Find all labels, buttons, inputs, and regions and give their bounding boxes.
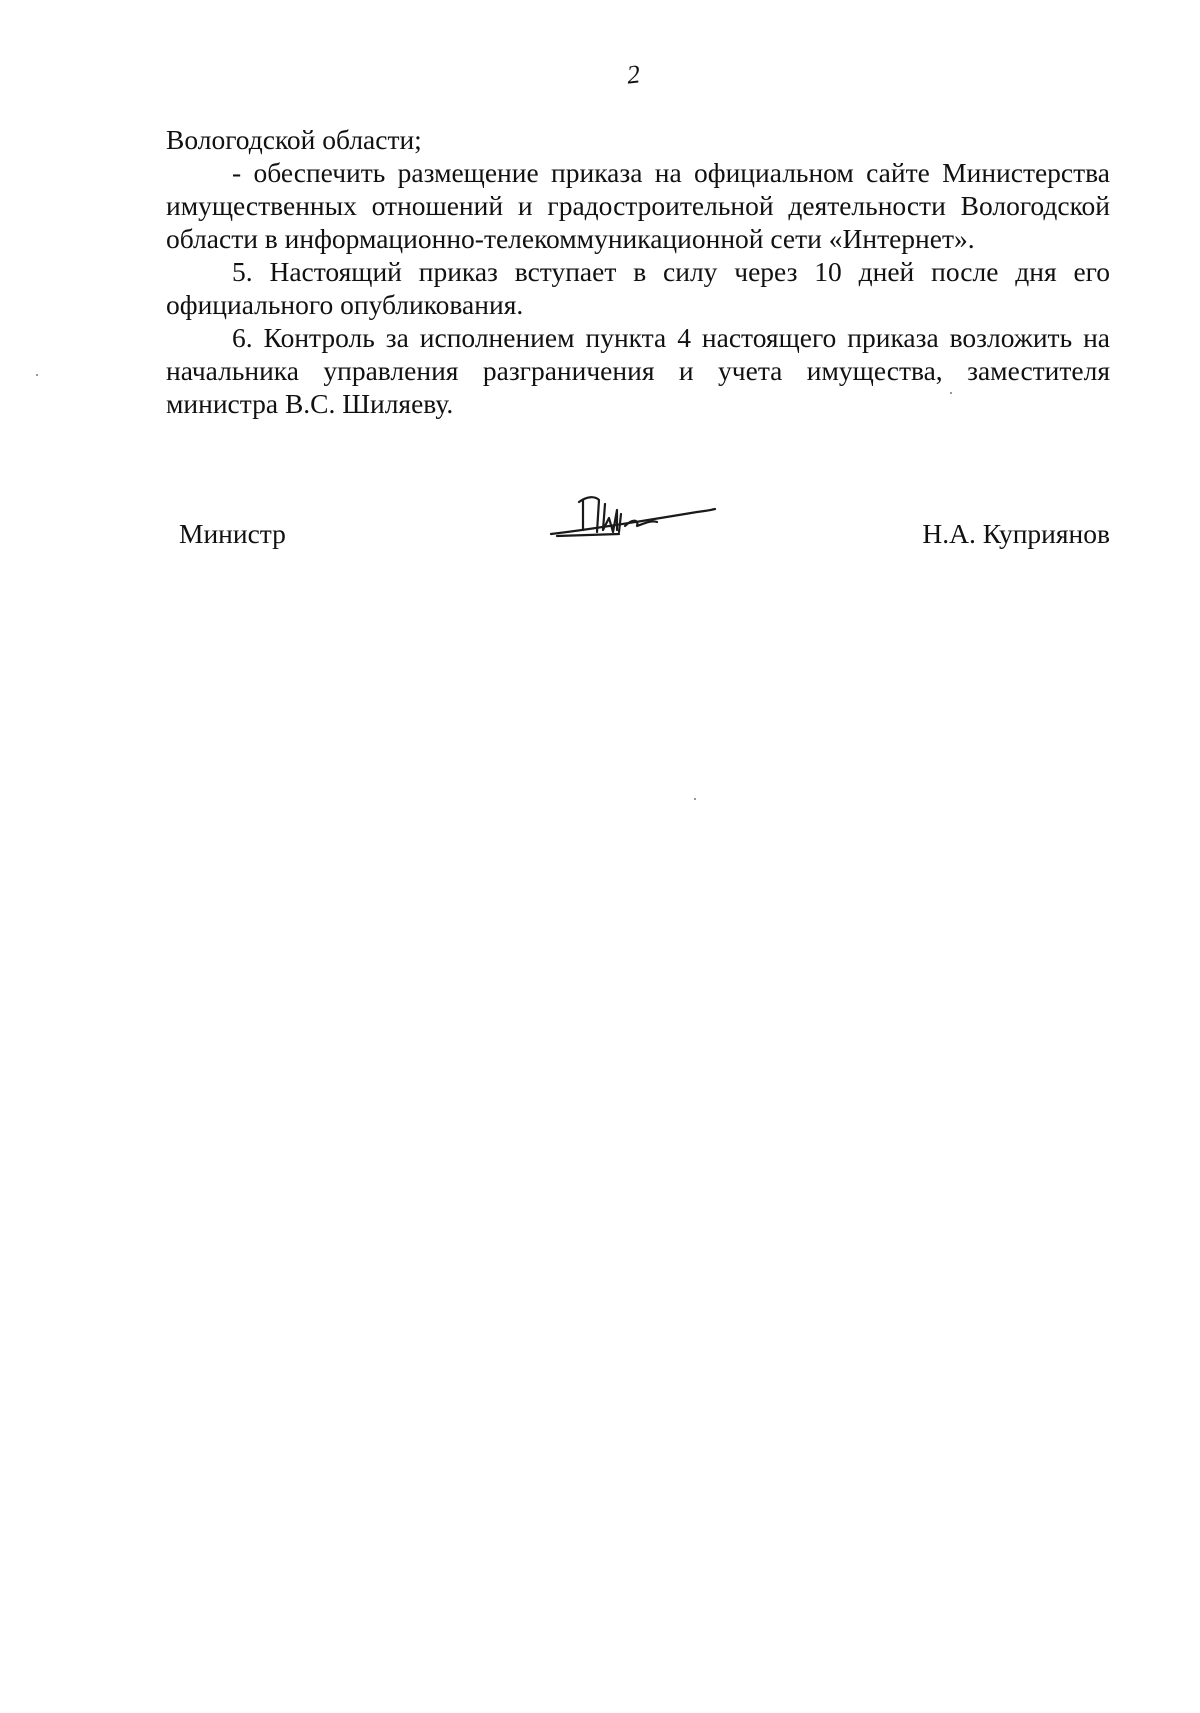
signatory-role: Министр bbox=[179, 518, 286, 549]
signatory-name: Н.А. Куприянов bbox=[922, 518, 1110, 549]
signature-block bbox=[0, 490, 1200, 550]
paragraph-continuation: Вологодской области; bbox=[166, 124, 422, 155]
scan-speck bbox=[36, 374, 38, 376]
paragraph-website-publication: - обеспечить размещение приказа на официальном сайте Министерства имущественных отношений и градостроительной деятельности Вологодской области в информационно-телекоммуникационной сети «Интернет». bbox=[166, 157, 1110, 254]
scan-speck bbox=[950, 392, 952, 394]
handwritten-signature bbox=[547, 490, 717, 550]
document-body bbox=[166, 123, 1110, 420]
page-number: 2 bbox=[625, 59, 642, 90]
paragraph-item-6: 6. Контроль за исполнением пункта 4 настоящего приказа возложить на начальника управления разграничения и учета имущества, заместителя министра В.С. Шиляеву. bbox=[166, 322, 1110, 419]
scan-speck bbox=[694, 798, 696, 800]
paragraph-item-5: 5. Настоящий приказ вступает в силу через 10 дней после дня его официального опубликования. bbox=[166, 256, 1110, 320]
